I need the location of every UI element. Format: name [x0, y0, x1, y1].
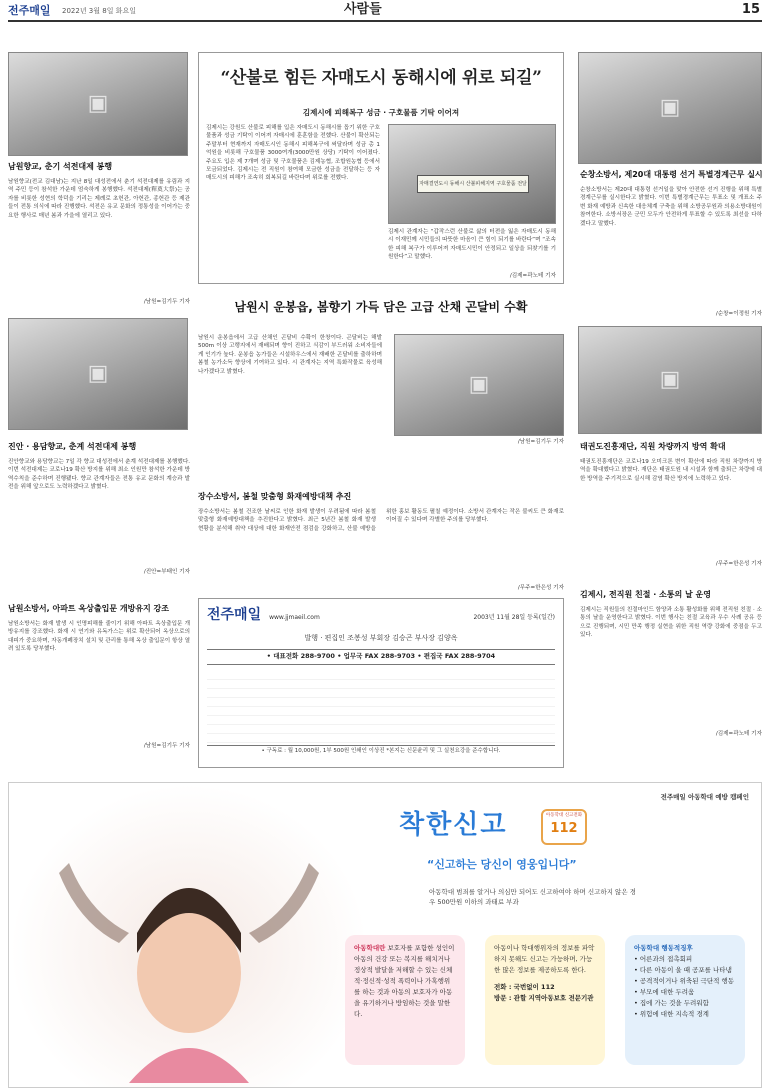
article-body-taekwondo: 태권도진흥재단은 코로나19 오미크론 변이 확산에 따라 직원 차량까지 방역을 확대했다고 밝혔다. 재단은 태권도원 내 시설과 함께 출퇴근 차량에 대한 방역을 주기적으로 실시해 감염 확산 방지에 노력하고 있다.: [580, 459, 762, 482]
info-card-report: [485, 935, 605, 1065]
issue-date: 2022년 3월 8일 화요일: [62, 7, 136, 15]
byline-taekwondo: /무주=한은성 기자: [715, 561, 762, 567]
photo-sunchang-fire: [578, 52, 762, 164]
masthead-logo: 전주매일: [207, 607, 262, 623]
photo-icon: ▣: [87, 361, 109, 387]
photo-jinan-hyanggyo: [8, 318, 188, 430]
byline-gimje-kindness: /김제=곽노테 기자: [715, 731, 762, 737]
card-report-phone: 전화 : 국번없이 112: [494, 983, 555, 992]
byline-namwon-hyanggyo: /남원=김기두 기자: [143, 299, 190, 305]
crying-child-illustration: [9, 783, 369, 1088]
masthead-registration: 2003년 11월 28일 등록(일간): [473, 614, 555, 621]
page-header: [8, 0, 762, 22]
card-signs-title: 아동학대 행동적징후: [634, 944, 693, 952]
photo-gondalbi: [394, 334, 564, 436]
article-body-gimje-kindness: 김제시는 직원들의 친절마인드 함양과 소통 활성화를 위해 전직원 친절 · 소통의 날을 운영한다고 밝혔다. 이번 행사는 친절 교육과 우수 사례 공유 등으로 진행되며, 시민 만족 행정 실현을 위한 직원 역량 강화에 중점을 두고 있다.: [580, 607, 762, 639]
sign-item: • 공격적이거나 위축된 극단적 행동: [634, 977, 735, 986]
headline-sansam: 남원시 운봉읍, 봄향기 가득 담은 고급 산채 곤달비 수확: [234, 300, 528, 314]
feature-body: 김제시는 강원도 산불로 피해를 입은 자매도시 동해시를 돕기 위한 구호물품과 성금 기탁이 이어져 자매시에 훈훈함을 전했다. 산불이 확산되는 주말부터 현재까지 자매도시인 동해시 피해복구에 써달라며 성금 총 1억원을 비롯해 구호물품 3000여개(3000만원 상당) 기탁이 이어졌다. 주요도 입은 제 7개며 성금 및 구호물품은 김제농협, 조합원농협 등에서 모금되었다. 김제시는 전 직원이 참여해 모금한 성금을 전달하는 등 자매도시의 피해가 조속히 회복되길 바란다며 위로를 전했다.: [206, 125, 380, 182]
article-body-jangsu: 장수소방서는 봄철 건조한 날씨로 인한 화재 발생이 우려됨에 따라 봄철 맞춤형 화재예방대책을 추진한다고 밝혔다. 최근 5년간 봄철 화재 발생 현황을 분석해 취약 대상에 대한 화재안전 점검을 강화하고, 산불 예방을 위한 홍보 활동도 펼칠 예정이다. 소방서 관계자는 작은 불씨도 큰 화재로 이어질 수 있다며 각별한 주의를 당부했다.: [198, 509, 564, 532]
sign-item: • 다른 아동이 울 때 공포를 나타냄: [634, 966, 732, 975]
hotline-badge-label: 아동학대 신고전화: [545, 813, 583, 818]
ad-description: 아동학대 범죄를 알거나 의심만 되어도 신고하여야 하며 신고하지 않은 경우 500만원 이하의 과태료 부과: [429, 888, 636, 907]
photo-gimje-donation: [388, 124, 556, 224]
headline-sunchang: 순창소방서, 제20대 대통령 선거 특별경계근무 실시: [580, 170, 763, 179]
card-report-body: 아동이나 학대행위자의 정보를 파악하지 못해도 신고는 가능하며, 가능한 많은 정보를 제공하도록 한다.: [494, 944, 595, 975]
card-definition-body: 보호자를 포함한 성인이 아동의 건강 또는 복지를 해치거나 정상적 발달을 저해할 수 있는 신체적·정신적·성적 폭력이나 가혹행위를 하는 것과 아동의 보호자가 아동을 유기하거나 방임하는 것을 말한다.: [354, 944, 455, 1019]
feature-title: “산불로 힘든 자매도시 동해시에 위로 되길”: [220, 68, 542, 88]
photo-icon: ▣: [87, 91, 109, 117]
photo-namwon-hyanggyo: [8, 52, 188, 156]
child-abuse-ad: [8, 782, 762, 1088]
feature-subtitle: 김제시에 피해복구 성금 · 구호물품 기탁 이어져: [302, 108, 460, 117]
hotline-badge: [541, 809, 587, 845]
headline-namwon-fire: 남원소방서, 아파트 옥상출입문 개방유지 강조: [8, 604, 170, 613]
ad-illustration: [9, 783, 369, 1088]
article-body-namwon-hyanggyo: 남원향교(전교 김대남)는 지난 8일 대성전에서 춘기 석전대제를 유림과 지역 주민 등이 참석한 가운데 엄숙하게 봉행했다. 석전대제(釋奠大祭)는 공자를 비롯한 성현의 학덕을 기리는 제례로 초헌관, 아헌관, 종헌관 등 제관들이 전통 의식에 따라 진행했다. 석전은 유교 문화의 정통성을 이어가는 중요한 행사로 매년 봄과 가을에 열리고 있다.: [8, 179, 190, 219]
headline-taekwondo: 태권도진흥재단, 직원 차량까지 방역 확대: [580, 442, 726, 451]
headline-gimje-kindness: 김제시, 전직원 친절 · 소통의 날 운영: [580, 590, 711, 599]
masthead-directory: [207, 671, 555, 745]
masthead-url[interactable]: www.jjmaeil.com: [269, 614, 320, 621]
byline-jangsu: /무주=한은성 기자: [517, 585, 564, 591]
byline-namwon-fire: /남원=김기두 기자: [143, 743, 190, 749]
photo-icon: ▣: [659, 367, 681, 393]
card-report-visit: 방문 : 관할 지역아동보호 전문기관: [494, 994, 594, 1003]
article-body-sunchang: 순창소방서는 제20대 대통령 선거일을 맞아 안전한 선거 진행을 위해 특별경계근무를 실시한다고 밝혔다. 이번 특별경계근무는 투표소 및 개표소 주변 화재 예방과 신속한 대응체계 구축을 위해 소방공무원과 의용소방대원이 참여한다. 소방서장은 군민 모두가 안전하게 투표할 수 있도록 최선을 다하겠다고 말했다.: [580, 187, 762, 227]
paper-name: 전주매일: [8, 4, 51, 17]
article-body-sansam: 남원시 운봉읍에서 고급 산채인 곤달비 수확이 한창이다. 곤달비는 해발 500m 이상 고랭지에서 재배되며 향이 진하고 식감이 부드러워 소비자들에게 인기가 높다. 운봉읍 농가들은 시설하우스에서 재배한 곤달비를 출하하며 봄철 농가소득 향상에 기여하고 있다. 시 관계자는 지역 특화작물로 육성해 나가겠다고 밝혔다.: [198, 335, 382, 375]
donation-banner: 자매결연도시 동해시 산불피해지역 구호물품 전달: [417, 175, 529, 193]
article-body-jinan: 진안향교와 용담향교는 7일 각 향교 대성전에서 춘계 석전대제를 봉행했다. 이번 석전대제는 코로나19 확산 방지를 위해 최소 인원만 참석한 가운데 방역수칙을 준수하며 진행됐다. 향교 관계자들은 전통 유교 문화의 계승과 발전을 위해 앞으로도 노력하겠다고 밝혔다.: [8, 459, 190, 491]
info-card-definition: [345, 935, 465, 1065]
feature-byline: /김제=곽노테 기자: [509, 273, 556, 279]
photo-icon: ▣: [468, 372, 490, 398]
headline-jangsu: 장수소방서, 봄철 맞춤형 화재예방대책 추진: [198, 492, 352, 501]
photo-icon: ▣: [659, 95, 681, 121]
masthead-box: [198, 598, 564, 768]
feature-body-2: 김제시 관계자는 “갑작스런 산불로 삶의 터전을 잃은 자매도시 동해시 이재민께 시민들의 따뜻한 마음이 큰 힘이 되기를 바란다”며 “조속한 피해 복구가 이루어져 자매도시민이 안정되고 일상을 되찾기를 기원한다”고 말했다.: [388, 229, 556, 261]
ad-slogan: “신고하는 당신이 영웅입니다”: [427, 858, 577, 871]
sign-item: • 어른과의 접촉회피: [634, 955, 693, 964]
article-body-namwon-fire: 남원소방서는 화재 발생 시 인명피해를 줄이기 위해 아파트 옥상출입문 개방유지를 강조했다. 화재 시 연기와 유독가스는 위로 확산되어 옥상으로의 대피가 중요하며, 자동개폐장치 설치 및 관리를 통해 옥상 출입문이 항상 열려 있도록 당부했다.: [8, 621, 190, 653]
hotline-number: 112: [550, 820, 578, 836]
masthead-phones: • 대표전화 288-9700 • 업무국 FAX 288-9703 • 편집국 FAX 288-9704: [207, 649, 555, 664]
ad-campaign-title: 전주매일 아동학대 예방 캠페인: [660, 793, 749, 801]
masthead-publishers: 발행 · 편집인 조봉성 부회장 김승곤 부사장 김양옥: [304, 634, 458, 643]
card-definition-title: 아동학대란: [354, 944, 386, 952]
sign-item: • 위험에 대한 지속적 경계: [634, 1010, 709, 1019]
page-number: 15: [741, 2, 760, 17]
byline-sansam: /남원=김기두 기자: [517, 439, 564, 445]
byline-jinan: /진안=부태인 기자: [143, 569, 190, 575]
ad-brand: 착한신고: [399, 810, 508, 840]
sign-item: • 집에 가는 것을 두려워함: [634, 999, 709, 1008]
headline-namwon-hyanggyo: 남원향교, 춘기 석전대제 봉행: [8, 162, 113, 171]
headline-jinan: 진안 · 용담향교, 춘계 석전대제 봉행: [8, 442, 137, 451]
section-title: 사람들: [344, 2, 382, 17]
masthead-price: • 구독료 : 월 10,000원, 1부 500원 인쇄인 이상진 *본지는 신문윤리 및 그 실천요강을 준수합니다.: [207, 745, 555, 756]
photo-taekwondo-disinfection: [578, 326, 762, 434]
info-card-signs: [625, 935, 745, 1065]
byline-sunchang: /순창=이정원 기자: [715, 311, 762, 317]
sign-item: • 부모에 대한 두려움: [634, 988, 695, 997]
